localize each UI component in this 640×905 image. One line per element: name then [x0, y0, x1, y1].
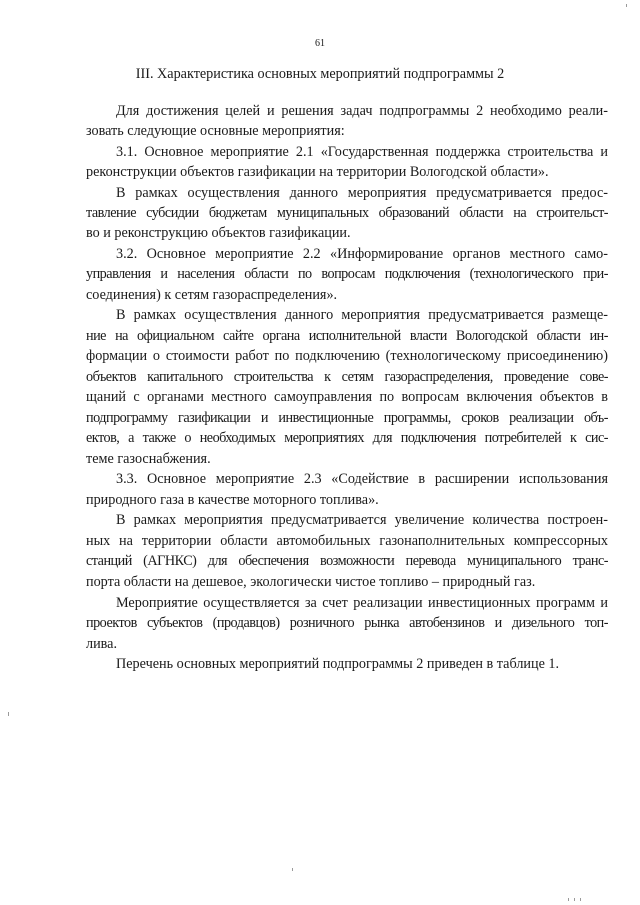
text-line: ектов, а также о необходимых мероприятиях для подключения потребителей к сис-: [86, 430, 608, 446]
text-line: 3.2. Основное мероприятие 2.2 «Информирование органов местного само-: [116, 246, 608, 262]
scan-artifact: [574, 898, 575, 901]
text-line: соединения) к сетям газораспределения».: [86, 287, 338, 303]
text-line: порта области на дешевое, экологически чистое топливо – природный газ.: [86, 574, 536, 590]
text-line: В рамках осуществления данного мероприятия предусматривается предос-: [116, 185, 608, 201]
text-line: подпрограмму газификации и инвестиционные программы, сроков реализации объ-: [86, 410, 608, 426]
text-line: 3.3. Основное мероприятие 2.3 «Содействие в расширении использования: [116, 471, 608, 487]
text-line: Мероприятие осуществляется за счет реализации инвестиционных программ и: [116, 595, 608, 611]
text-line: зовать следующие основные мероприятия:: [86, 123, 345, 139]
text-line: лива.: [86, 636, 118, 652]
section-heading: III. Характеристика основных мероприятий подпрограммы 2: [135, 66, 505, 82]
text-line: В рамках осуществления данного мероприятия предусматривается размеще-: [116, 307, 608, 323]
text-line: Для достижения целей и решения задач подпрограммы 2 необходимо реали-: [116, 103, 608, 119]
text-line: щаний с органами местного самоуправления по вопросам включения объектов в: [86, 389, 608, 405]
text-line: реконструкции объектов газификации на территории Вологодской области».: [86, 164, 549, 180]
text-line: формации о стоимости работ по подключению (технологическому присоединению): [86, 348, 608, 364]
scan-artifact: [580, 898, 581, 901]
text-line: Перечень основных мероприятий подпрограммы 2 приведен в таблице 1.: [116, 656, 560, 672]
text-line: тавление субсидии бюджетам муниципальных образований области на строительст-: [86, 205, 608, 221]
scan-artifact: [568, 898, 569, 901]
text-line: 3.1. Основное мероприятие 2.1 «Государственная поддержка строительства и: [116, 144, 608, 160]
text-line: станций (АГНКС) для обеспечения возможности перевода муниципального транс-: [86, 553, 608, 569]
text-line: ных на территории области автомобильных газонаполнительных компрессорных: [86, 533, 608, 549]
text-line: объектов капитального строительства к сетям газораспределения, проведение сове-: [86, 369, 608, 385]
text-line: ние на официальном сайте органа исполнительной власти Вологодской области ин-: [86, 328, 608, 344]
text-line: во и реконструкцию объектов газификации.: [86, 225, 351, 241]
text-line: проектов субъектов (продавцов) розничного рынка автобензинов и дизельного топ-: [86, 615, 608, 631]
text-line: управления и населения области по вопросам подключения (технологического при-: [86, 266, 608, 282]
scan-artifact: [626, 4, 627, 7]
scan-artifact: [292, 868, 293, 871]
page-number: 61: [315, 38, 325, 49]
text-line: В рамках мероприятия предусматривается увеличение количества построен-: [116, 512, 608, 528]
scan-artifact: [8, 712, 9, 716]
text-line: природного газа в качестве моторного топлива».: [86, 492, 379, 508]
text-line: теме газоснабжения.: [86, 451, 211, 467]
